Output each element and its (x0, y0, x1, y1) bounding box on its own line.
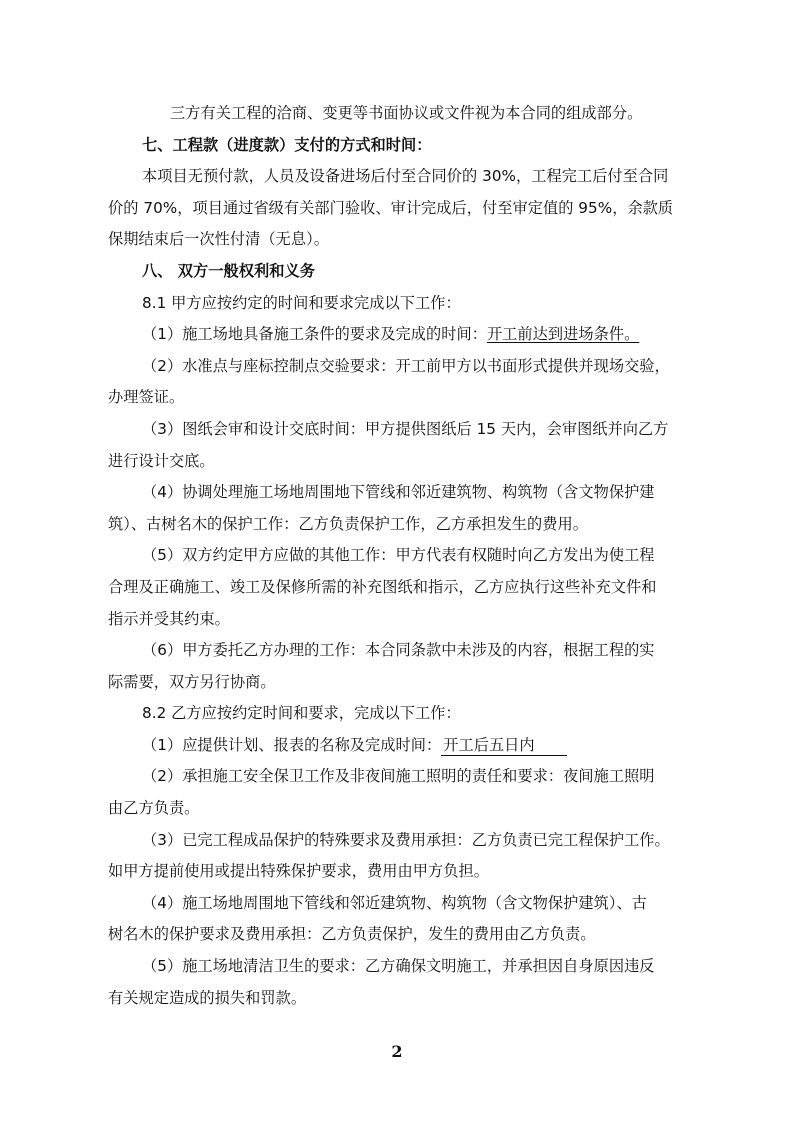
paragraph-line: （3）图纸会审和设计交底时间：甲方提供图纸后 15 天内，会审图纸并向乙方 (142, 419, 669, 438)
paragraph-line: 树名木的保护要求及费用承担：乙方负责保护，发生的费用由乙方负责。 (108, 925, 596, 944)
underlined-value (441, 736, 567, 756)
item-prefix: （1）施工场地具备施工条件的要求及完成的时间： (142, 325, 487, 344)
paragraph-line (108, 319, 692, 351)
paragraph-line (108, 730, 692, 762)
section-heading-8: 八、 双方一般权利和义务 (142, 261, 315, 280)
paragraph-line: （5）施工场地清洁卫生的要求：乙方确保文明施工，并承担因自身原因违反 (142, 957, 655, 976)
item-prefix: （1）应提供计划、报表的名称及完成时间： (142, 735, 442, 754)
paragraph-line: 办理签证。 (108, 388, 185, 407)
paragraph-line: 合理及正确施工、竣工及保修所需的补充图纸和指示，乙方应执行这些补充文件和 (108, 577, 657, 596)
paragraph-line: 本项目无预付款，人员及设备进场后付至合同价的 30%，工程完工后付至合同 (142, 167, 669, 186)
paragraph-line: （2）水准点与座标控制点交验要求：开工前甲方以书面形式提供并现场交验， (142, 356, 670, 375)
subsection-line: 8.1 甲方应按约定的时间和要求完成以下工作： (142, 293, 461, 312)
paragraph-line: 指示并受其约束。 (108, 609, 230, 628)
paragraph-line: 进行设计交底。 (108, 451, 215, 470)
underlined-text: 开工后五日内 (443, 735, 535, 754)
paragraph-line: （2）承担施工安全保卫工作及非夜间施工照明的责任和要求：夜间施工照明 (142, 767, 655, 786)
paragraph-line: 保期结束后一次性付清（无息）。 (108, 230, 329, 249)
paragraph-line: 如甲方提前使用或提出特殊保护要求，费用由甲方负担。 (108, 862, 489, 881)
document-body (108, 98, 692, 1014)
paragraph-line: 由乙方负责。 (108, 799, 200, 818)
paragraph-line: 际需要，双方另行协商。 (108, 672, 276, 691)
paragraph-line: 价的 70%，项目通过省级有关部门验收、审计完成后，付至审定值的 95%，余款质 (108, 198, 674, 217)
paragraph-line: （4）施工场地周围地下管线和邻近建筑物、构筑物（含文物保护建筑）、古 (142, 893, 647, 912)
subsection-line: 8.2 乙方应按约定时间和要求，完成以下工作： (142, 704, 461, 723)
paragraph-line: （5）双方约定甲方应做的其他工作：甲方代表有权随时向乙方发出为使工程 (142, 546, 655, 565)
page-number: 2 (391, 1042, 403, 1061)
paragraph-line: （4）协调处理施工场地周围地下管线和邻近建筑物、构筑物（含文物保护建 (142, 483, 655, 502)
paragraph-line: （3）已完工程成品保护的特殊要求及费用承担：乙方负责已完工程保护工作。 (142, 830, 670, 849)
paragraph-line: （6）甲方委托乙方办理的工作：本合同条款中未涉及的内容，根据工程的实 (142, 641, 655, 660)
paragraph-line: 有关规定造成的损失和罚款。 (108, 988, 307, 1007)
underlined-value: 开工前达到进场条件。 (486, 325, 640, 344)
section-heading-7: 七、工程款（进度款）支付的方式和时间： (142, 135, 432, 154)
paragraph-line: 筑）、古树名木的保护工作：乙方负责保护工作，乙方承担发生的费用。 (108, 514, 588, 533)
paragraph-line: 三方有关工程的洽商、变更等书面协议或文件视为本合同的组成部分。 (170, 104, 643, 122)
